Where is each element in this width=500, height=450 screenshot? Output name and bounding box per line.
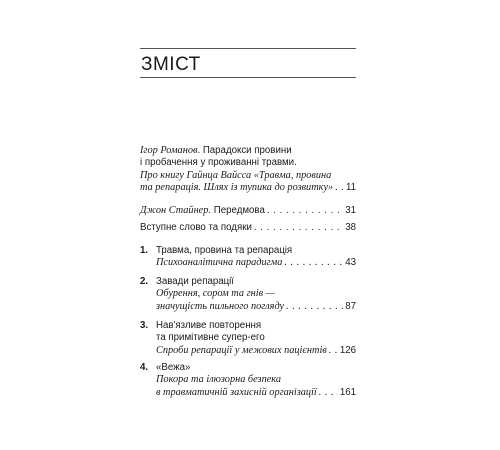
chapter-number: 3. [140,320,149,331]
chapter-number: 4. [140,362,149,373]
intro-sub-2: та репарація. Шлях із тупика до розвитку» [140,182,334,194]
toc-entry-chapter-4[interactable] [140,362,356,399]
page-number: 126 [339,344,356,356]
leader-dots [254,222,343,234]
page-number: 11 [345,182,356,194]
chapter-subtitle: Спроби репарації у межових пацієнтів [156,344,327,356]
page-number: 161 [339,386,356,398]
page-number: 38 [345,222,356,233]
toc-entry-foreword[interactable] [140,205,356,217]
toc-entry-chapter-3[interactable] [140,320,356,357]
chapter-title-2: та примітивне супер-его [156,332,265,344]
chapter-title: Завади репарації [156,276,234,287]
intro-author: Ігор Романов [140,145,198,156]
top-rule [140,48,356,49]
toc-entry-chapter-2[interactable] [140,276,356,313]
chapter-number: 1. [140,245,149,256]
chapter-title: «Вежа» [156,362,191,373]
leader-dots [267,205,343,217]
intro-sub-1: Про книгу Гайнца Вайсса «Травма, провина [140,169,332,181]
page-number: 31 [345,205,356,216]
chapter-title: Травма, провина та репарація [156,245,293,256]
leader-dots [329,345,338,357]
chapter-subtitle-2: значущість пильного погляду [156,300,285,312]
foreword-text: . Передмова [208,205,265,216]
chapter-number: 2. [140,276,149,287]
chapter-subtitle-2: в травматичній захисній організації [156,386,317,398]
intro-text-a: . Парадокси провини [197,145,292,156]
foreword-author: Джон Стайнер [140,205,209,216]
leader-dots [284,257,343,269]
leader-dots [335,182,344,194]
page-number: 43 [345,257,356,269]
leader-dots [319,387,338,399]
chapter-subtitle: Обурення, сором та гнів — [156,288,275,300]
page-number: 87 [345,300,356,312]
chapter-title: Нав'язливе повторення [156,320,262,331]
toc-entry-chapter-1[interactable] [140,245,356,270]
leader-dots [286,301,343,313]
intro-text-b: і пробачення у проживанні травми. [140,157,297,169]
toc-entry-preface[interactable] [140,222,356,234]
chapter-subtitle: Покора та ілюзорна безпека [156,374,281,386]
chapter-subtitle: Психоаналітична парадигма [156,257,283,269]
toc-entry-intro[interactable] [140,145,356,195]
page-title: ЗМІСТ [141,54,201,75]
preface-text: Вступне слово та подяки [140,222,252,233]
bottom-rule [140,77,356,78]
